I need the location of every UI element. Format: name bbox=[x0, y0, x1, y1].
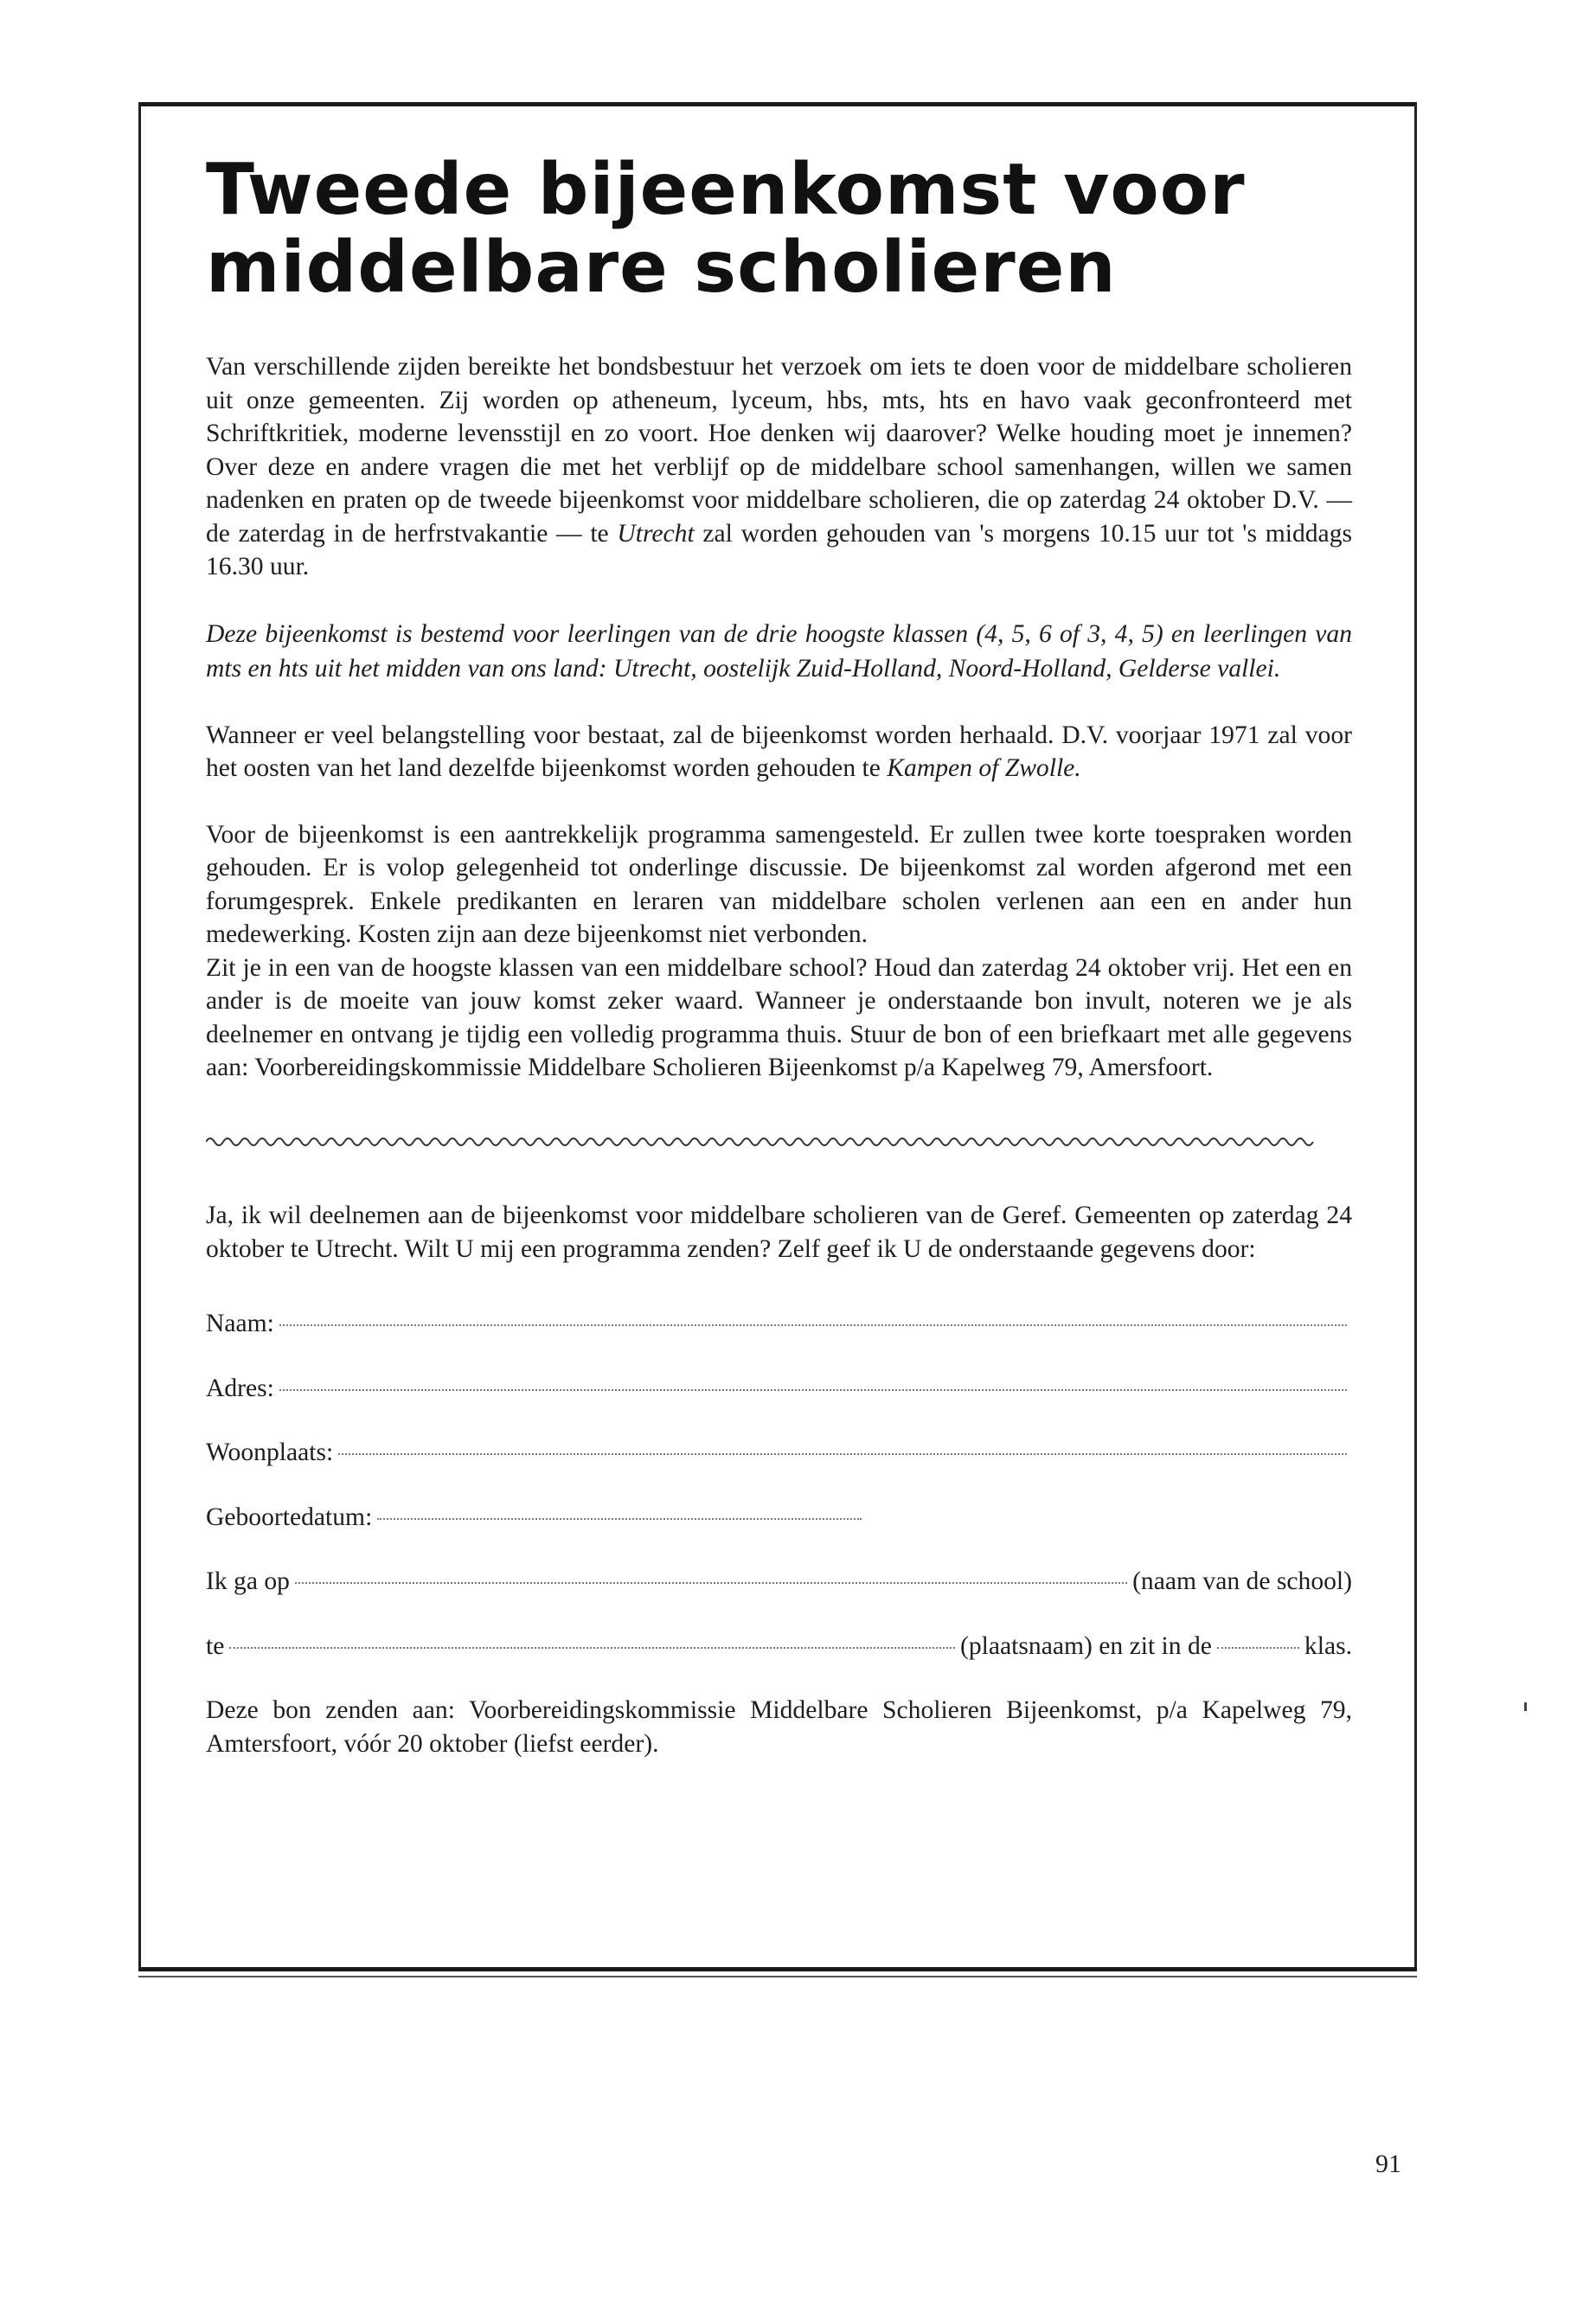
bottom-border-rule bbox=[138, 1967, 1417, 1971]
coupon-form bbox=[206, 1307, 1352, 1663]
coupon-send-to: Deze bon zenden aan: Voorbereidingskommissie Middelbare Scholieren Bijeenkomst, p/a Kapelweg 79, Amtersfoort, vóór 20 oktober (liefst eerder). bbox=[206, 1696, 1352, 1758]
label-school-prefix: Ik ga op bbox=[206, 1567, 290, 1595]
label-town-middle: (plaatsnaam) en zit in de bbox=[960, 1631, 1212, 1660]
field-geboortedatum bbox=[206, 1501, 1352, 1535]
input-line-town[interactable] bbox=[229, 1647, 955, 1649]
input-line-klas[interactable] bbox=[1217, 1647, 1299, 1649]
paragraph-repeat: Wanneer er veel belangstelling voor bestaat, zal de bijeenkomst worden herhaald. D.V. voorjaar 1971 zal voor het oosten van het land dezelfde bijeenkomst worden gehouden te Kampen of Zwolle. bbox=[206, 721, 1352, 782]
input-line-geboortedatum[interactable] bbox=[377, 1518, 862, 1520]
paragraph-invitation: Zit je in een van de hoogste klassen van een middelbare school? Houd dan zaterdag 24 oktober vrij. Het een en ander is de moeite van jouw komst zeker waard. Wanneer je onderstaande bon invult, noteren we je als deelnemer en ontvang je tijdig een volledig programma thuis. Stuur de bon of een briefkaart met alle gegevens aan: Voorbereidingskommissie Middelbare Scholieren Bijeenkomst p/a Kapelweg 79, Amersfoort. bbox=[206, 953, 1352, 1081]
label-geboortedatum: Geboortedatum: bbox=[206, 1503, 373, 1531]
paragraph-audience: Deze bijeenkomst is bestemd voor leerlingen van de drie hoogste klassen (4, 5, 6 of 3, 4, 5) en leerlingen van mts en hts uit het midden van ons land: Utrecht, oostelijk Zuid-Holland, Noord-Holland, Gelderse vallei. bbox=[206, 619, 1352, 683]
label-town-prefix: te bbox=[206, 1631, 225, 1660]
wavy-cut-line bbox=[206, 1130, 1352, 1149]
stray-mark bbox=[1524, 1702, 1527, 1711]
article-content bbox=[206, 151, 1352, 1760]
paragraph-intro: Van verschillende zijden bereikte het bondsbestuur het verzoek om iets te doen voor de middelbare scholieren uit onze gemeenten. Zij worden op atheneum, lyceum, hbs, mts, hts en havo vaak geconfronteerd met Schriftkritiek, moderne levensstijl en zo voort. Hoe denken wij daarover? Welke houding moet je innemen? Over deze en andere vragen die met het verblijf op de middelbare school samenhangen, willen we samen nadenken en praten op de tweede bijeenkomst voor middelbare scholieren, die op zaterdag 24 oktober D.V. — de zaterdag in de herfrstvakantie — te Utrecht zal worden gehouden van 's morgens 10.15 uur tot 's middags 16.30 uur. bbox=[206, 353, 1353, 580]
field-school bbox=[206, 1565, 1352, 1599]
label-school-suffix: (naam van de school) bbox=[1132, 1567, 1352, 1595]
label-adres: Adres: bbox=[206, 1374, 274, 1402]
bottom-border-rule-thin bbox=[138, 1976, 1417, 1977]
field-naam bbox=[206, 1307, 1352, 1341]
coupon-intro: Ja, ik wil deelnemen aan de bijeenkomst voor middelbare scholieren van de Geref. Gemeenten op zaterdag 24 oktober te Utrecht. Wilt U mij een programma zenden? Zelf geef ik U de onderstaande gegevens door: bbox=[206, 1202, 1352, 1263]
input-line-woonplaats[interactable] bbox=[338, 1453, 1347, 1455]
label-woonplaats: Woonplaats: bbox=[206, 1439, 334, 1466]
label-town-suffix: klas. bbox=[1304, 1631, 1352, 1660]
field-adres bbox=[206, 1372, 1352, 1406]
page-number: 91 bbox=[1375, 2150, 1401, 2178]
paragraph-program: Voor de bijeenkomst is een aantrekkelijk programma samengesteld. Er zullen twee korte toespraken worden gehouden. Er is volop gelegenheid tot onderlinge discussie. De bijeenkomst zal worden afgerond met een forumgesprek. Enkele predikanten en leraren van middelbare scholen verlenen aan een en ander hun medewerking. Kosten zijn aan deze bijeenkomst niet verbonden. bbox=[206, 820, 1352, 948]
place-utrecht: Utrecht bbox=[617, 519, 695, 548]
input-line-adres[interactable] bbox=[279, 1389, 1347, 1391]
article-title: Tweede bijeenkomst voor middelbare scholieren bbox=[206, 149, 1246, 309]
field-plaats-klas bbox=[206, 1630, 1352, 1663]
input-line-naam[interactable] bbox=[279, 1324, 1347, 1326]
input-line-school[interactable] bbox=[295, 1582, 1127, 1584]
label-naam: Naam: bbox=[206, 1310, 274, 1337]
place-kampen-zwolle: Kampen of Zwolle. bbox=[887, 754, 1081, 782]
field-woonplaats bbox=[206, 1436, 1352, 1470]
